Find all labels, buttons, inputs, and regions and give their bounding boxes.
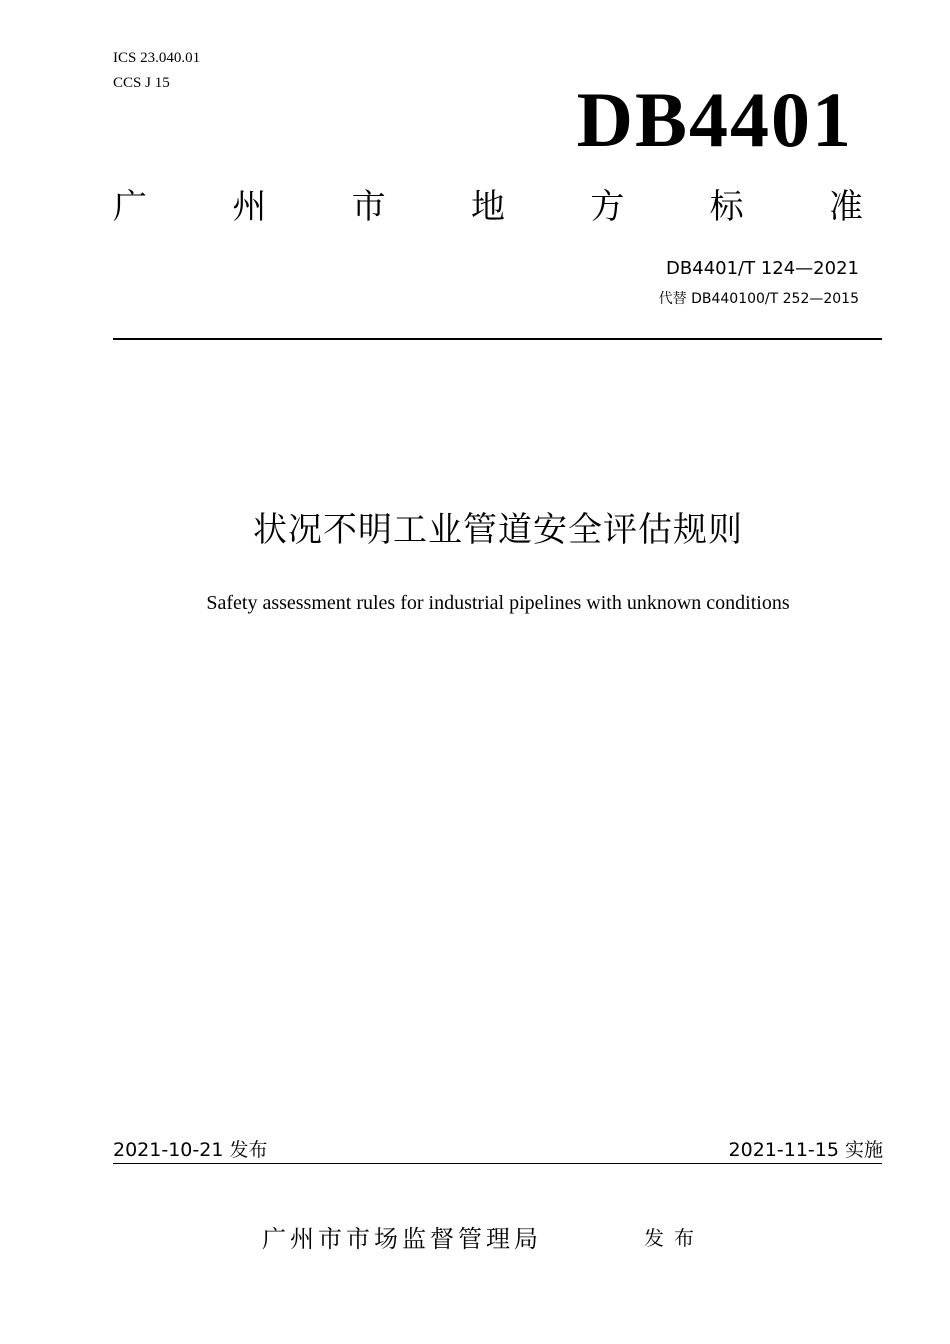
publication-date: 2021-10-21 发布: [113, 1139, 268, 1161]
standard-type-char: 准: [828, 189, 863, 226]
document-title-english: Safety assessment rules for industrial pipelines with unknown conditions: [206, 592, 790, 614]
standard-type-heading: [113, 188, 863, 228]
footer-divider: [113, 1163, 882, 1164]
standard-type-char: 市: [351, 189, 386, 226]
standard-logo: DB4401: [576, 76, 853, 163]
effective-date: 2021-11-15 实施: [728, 1139, 883, 1161]
standard-type-char: 标: [709, 189, 744, 226]
standard-type-char: 地: [470, 189, 505, 226]
standard-type-char: 广: [113, 189, 147, 226]
standard-type-char: 方: [590, 189, 625, 226]
standard-type-char: 州: [232, 189, 267, 226]
header-divider: [113, 338, 882, 340]
replaces-code: 代替 DB440100/T 252—2015: [658, 291, 859, 307]
ccs-code: CCS J 15: [113, 75, 170, 91]
ics-code: ICS 23.040.01: [113, 50, 201, 66]
document-title-chinese: 状况不明工业管道安全评估规则: [253, 510, 743, 550]
standard-code: DB4401/T 124—2021: [666, 258, 859, 279]
issue-label: 发布: [644, 1226, 704, 1250]
issuing-authority: 广州市市场监督管理局: [262, 1225, 542, 1253]
